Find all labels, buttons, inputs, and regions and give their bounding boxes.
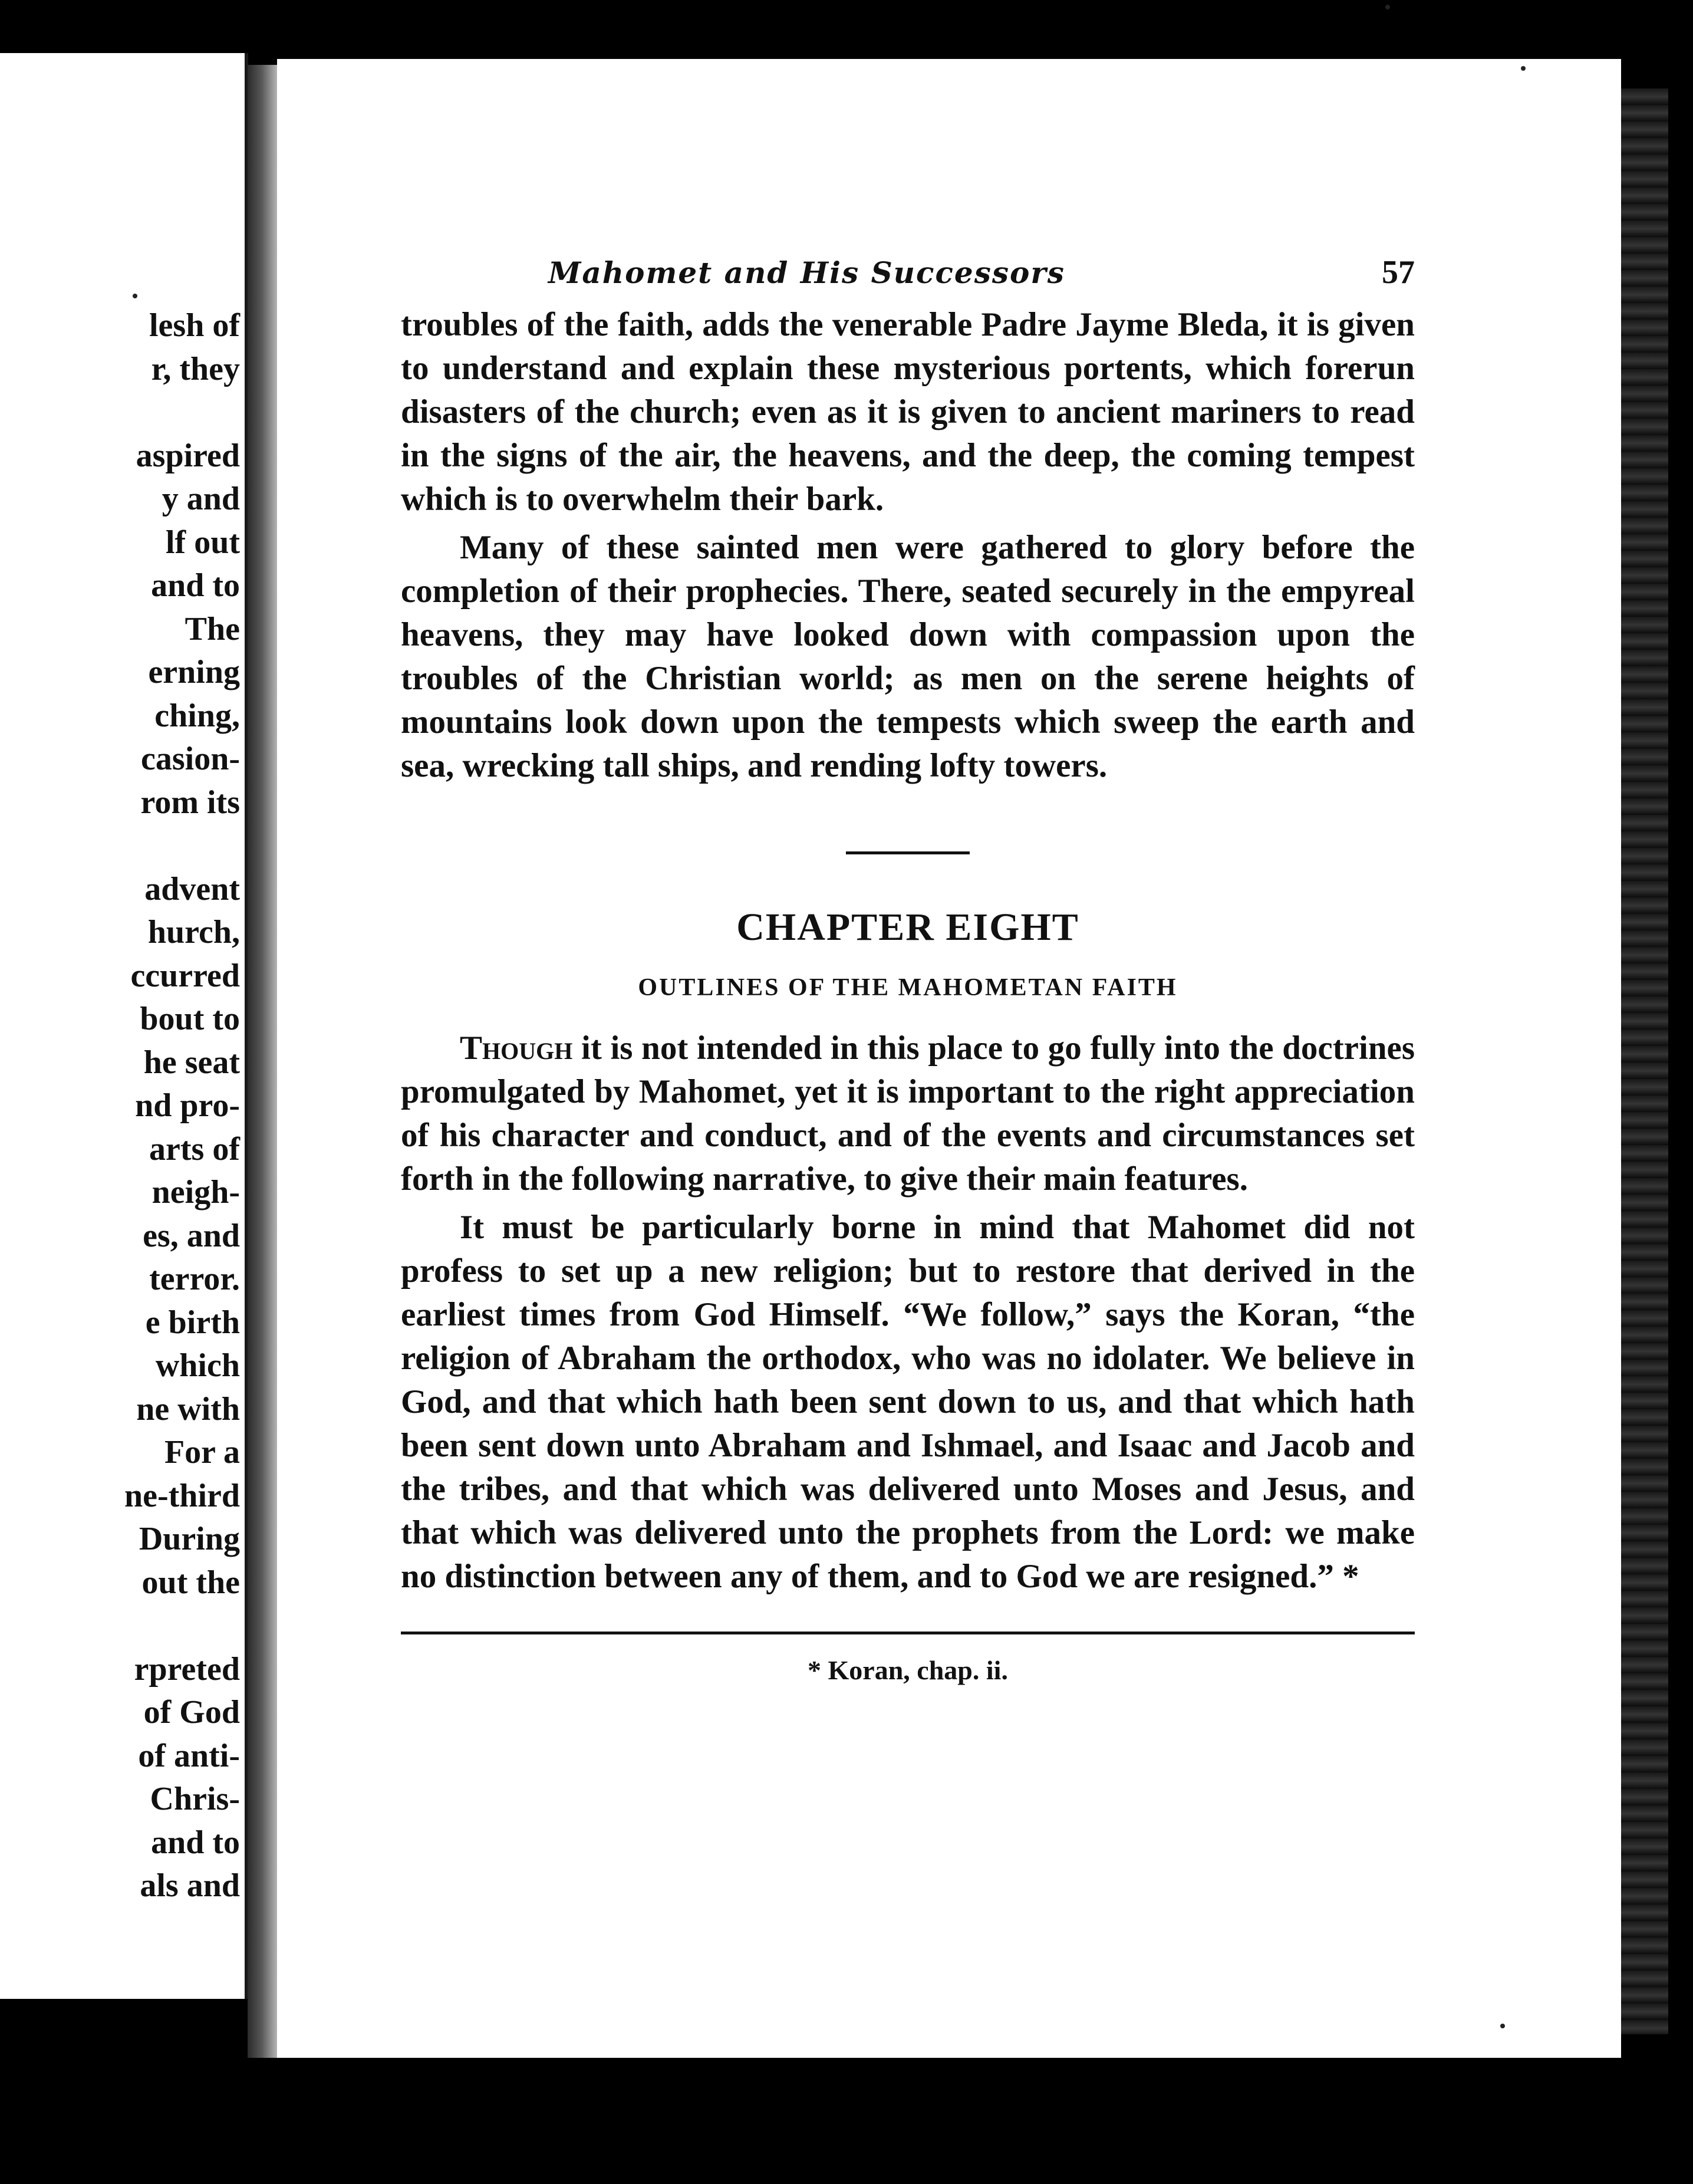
facing-page-line: r, they bbox=[151, 350, 240, 387]
facing-page-line: arts of bbox=[149, 1130, 240, 1167]
running-title: Mahomet and His Successors bbox=[548, 255, 1065, 290]
body-paragraph-2: Many of these sainted men were gathered to glory before the completion of their prophecies. There, seated securely in the empyreal heavens, they may have looked down with compassion upon the troubles of the Christian world; as men on the serene heights of mountains look down upon the tempests which sweep the earth and sea, wrecking tall ships, and rending lofty towers. bbox=[401, 529, 1415, 784]
facing-page-line: neigh- bbox=[151, 1174, 240, 1211]
facing-page-line: lesh of bbox=[149, 307, 240, 344]
facing-page-line: e birth bbox=[145, 1304, 240, 1341]
footnote: * Koran, chap. ii. bbox=[808, 1655, 1008, 1685]
footnote-rule bbox=[401, 1632, 1415, 1634]
facing-page-line: ccurred bbox=[130, 957, 240, 994]
facing-page-line: lf out bbox=[166, 524, 240, 561]
facing-page-line: casion- bbox=[141, 741, 240, 777]
facing-page-line: During bbox=[139, 1521, 240, 1557]
scan-speck bbox=[1521, 66, 1526, 71]
facing-page-line: es, and bbox=[143, 1217, 240, 1254]
chapter-subtitle: OUTLINES OF THE MAHOMETAN FAITH bbox=[638, 974, 1178, 1001]
scan-speck bbox=[1500, 2024, 1505, 2028]
facing-page-line: ching, bbox=[154, 697, 240, 734]
book-page bbox=[277, 59, 1621, 2058]
facing-page-line: y and bbox=[162, 481, 240, 517]
facing-page-line: erning bbox=[148, 654, 240, 690]
chapter-paragraph-2: It must be particularly borne in mind that Mahomet did not profess to set up a new religion; but to restore that derived in the earliest times from God Himself. “We follow,” says the Koran, “the religion of Abraham the orthodox, who was no idolater. We believe in God, and that which hath been sent down to us, and that which hath been sent down unto Abraham and Ishmael, and Isaac and Jacob and the tribes, and that which was delivered unto Moses and Jesus, and that which was delivered unto the prophets from the Lord: we make no distinction between any of them, and to God we are resigned.” * bbox=[401, 1209, 1415, 1595]
scan-speck bbox=[1385, 5, 1390, 9]
page-content bbox=[401, 254, 1415, 1686]
facing-page-line: he seat bbox=[143, 1044, 240, 1081]
facing-page-line: and to bbox=[151, 1824, 240, 1861]
facing-page-line: nd pro- bbox=[135, 1087, 240, 1124]
chapter-paragraph-1-text: it is not intended in this place to go fully into the doctrines promulgated by Mahomet, yet it is important to the right appreciation of his character and conduct, and of the events and circumstances set forth in the following narrative, to give their main features. bbox=[401, 1029, 1415, 1198]
section-divider bbox=[846, 851, 970, 854]
facing-page-line: als and bbox=[140, 1867, 240, 1904]
facing-page-line: which bbox=[155, 1347, 240, 1384]
facing-page-line: hurch, bbox=[147, 914, 240, 950]
facing-page-line: bout to bbox=[140, 1001, 240, 1037]
running-head bbox=[548, 254, 1415, 291]
facing-page-line: ne-third bbox=[124, 1477, 240, 1514]
facing-page-line: For a bbox=[164, 1434, 240, 1471]
body-paragraph-1: troubles of the faith, adds the venerable Padre Jayme Bleda, it is given to understand and explain these mysterious portents, which forerun disasters of the church; even as it is given to ancient mariners to read in the signs of the air, the heavens, and the deep, the coming tempest which is to overwhelm their bark. bbox=[401, 306, 1415, 518]
facing-page-line: Chris- bbox=[150, 1781, 240, 1817]
facing-page-line: ne with bbox=[136, 1390, 240, 1428]
facing-page-fragment bbox=[0, 53, 248, 1999]
facing-page-line: terror. bbox=[149, 1261, 240, 1297]
chapter-opening-word: Though bbox=[460, 1029, 573, 1067]
facing-page-line: advent bbox=[144, 870, 240, 907]
facing-page-line: and to bbox=[151, 567, 240, 604]
facing-page-line: aspired bbox=[136, 437, 240, 474]
chapter-title: CHAPTER EIGHT bbox=[736, 906, 1079, 949]
chapter-paragraph-1 bbox=[401, 1027, 1415, 1201]
facing-page-line: rpreted bbox=[134, 1650, 240, 1688]
facing-page-line: of anti- bbox=[138, 1737, 240, 1774]
facing-page-line: The bbox=[185, 610, 240, 647]
page-edge-shadow bbox=[1621, 88, 1668, 2034]
facing-page-line: of God bbox=[143, 1694, 240, 1731]
scan-speck bbox=[133, 294, 137, 298]
facing-page-line: out the bbox=[141, 1564, 240, 1601]
page-number: 57 bbox=[1382, 254, 1415, 291]
facing-page-line: rom its bbox=[140, 784, 240, 821]
